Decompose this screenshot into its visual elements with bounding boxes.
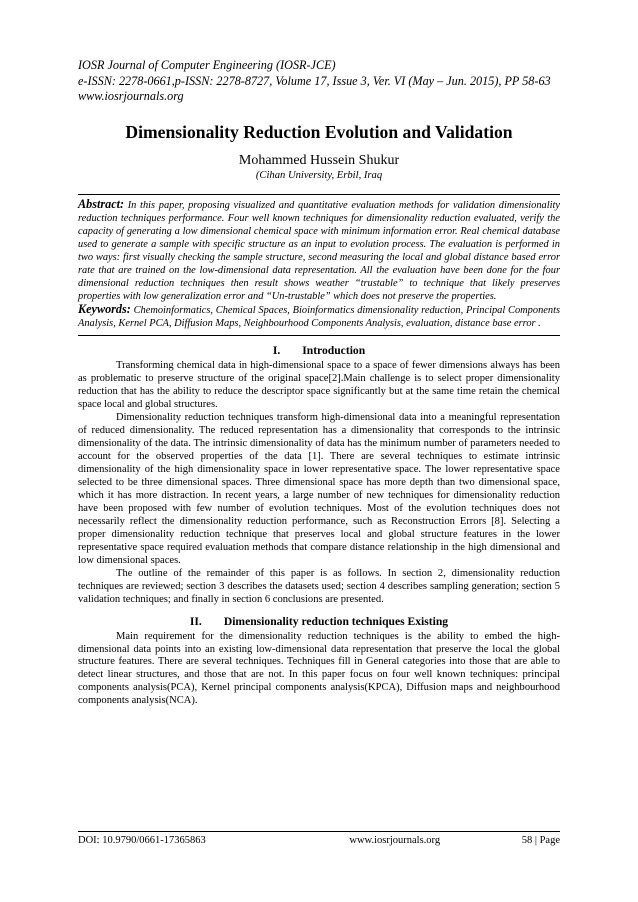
journal-name: IOSR Journal of Computer Engineering (IOSR-JCE) [78, 58, 336, 72]
intro-paragraph-1: Transforming chemical data in high-dimensional space to a space of fewer dimensions always has been as problematic to preserve structure of the original space[2].Main challenge is to select proper dimensionality reduction that has the ability to reduce the descriptor space significantly but at the same time retain the chemical space local and global structures. [78, 360, 560, 411]
journal-website: www.iosrjournals.org [78, 89, 184, 103]
section-title: Dimensionality reduction techniques Existing [223, 614, 449, 628]
abstract [78, 198, 560, 304]
footer-page-number: 58 | Page [521, 835, 560, 846]
abstract-text: In this paper, proposing visualized and quantitative evaluation methods for validation dimensionality reduction techniques performance. Four well known techniques for dimensionality reduction evaluated, verify the capacity of generating a low dimensional chemical space with minimum information error. Real chemical database used to generate a sample with specific structure as an input to evolution process. The evaluation is performed in two ways: first visually checking the sample structure, second measuring the local and global distance based error rate that are trained on the low-dimensional data representation. All the evaluation have been done for the four dimensional reduction techniques then result shows weather “trustable” to technique that likely preserves properties with low generalization error and “Un-trustable” which does not preserve the properties. [78, 199, 560, 303]
page-footer [78, 831, 560, 847]
abstract-label: Abstract: [78, 196, 125, 211]
abstract-top-rule [78, 194, 560, 195]
techniques-paragraph-1: Main requirement for the dimensionality reduction techniques is the ability to embed the high-dimensional data points into an existing low-dimensional data representation that preserve the local the global structure features. There are several techniques. Techniques fill in General categories into those that are able to detect linear structures, and those that are not. In this paper focus on four well known techniques: principal components analysis(PCA), Kernel principal components analysis(KPCA), Diffusion maps and neighbourhood components analysis(NCA). [78, 630, 560, 707]
section-number: I. [272, 344, 281, 358]
section-heading-introduction [78, 344, 560, 358]
keywords [78, 303, 560, 330]
section-title: Introduction [302, 344, 366, 358]
footer-doi: DOI: 10.9790/0661-17365863 [78, 835, 206, 846]
keywords-label: Keywords: [78, 302, 131, 317]
journal-issn: e-ISSN: 2278-0661,p-ISSN: 2278-8727, Volume 17, Issue 3, Ver. VI (May – Jun. 2015), PP 58-63 [78, 73, 551, 88]
author-name: Mohammed Hussein Shukur [238, 152, 400, 168]
keywords-text: Chemoinformatics, Chemical Spaces, Bioinformatics dimensionality reduction, Principal Components Analysis, Kernel PCA, Diffusion Maps, Neighbourhood Components Analysis, evaluation, distance base error . [78, 305, 560, 330]
paper-page [78, 58, 560, 708]
footer-rule [78, 831, 560, 832]
abstract-bottom-rule [78, 335, 560, 336]
intro-paragraph-3: The outline of the remainder of this paper is as follows. In section 2, dimensionality reduction techniques are reviewed; section 3 describes the datasets used; section 4 describes sampling generation; section 5 validation techniques; and finally in section 6 conclusions are presented. [78, 567, 560, 605]
section-heading-techniques [78, 615, 560, 629]
intro-paragraph-2: Dimensionality reduction techniques transform high-dimensional data into a meaningful representation of reduced dimensionality. The reduced representation has a dimensionality that corresponds to the intrinsic dimensionality of the data. The intrinsic dimensionality of data has the minimum number of parameters needed to account for the observed properties of the data [1]. There are several techniques to estimate intrinsic dimensionality of the high dimensionality space in lower representative space. The lower representative space selected to be three dimensional spaces. Three dimensional space has more depth than two dimensional space, which it has more distraction. In recent years, a large number of new techniques for dimensionality reduction have been proposed with few number of evolution techniques. Most of the evolution techniques does not necessarily reflect the dimensionality reduction performance, such as Reconstruction Errors [8]. Selecting a proper dimensionality reduction technique that preserves local and global structure features in the lower representative space required evaluation methods that compare distance relationship in the high dimensional and low dimensional spaces. [78, 412, 560, 566]
author-affiliation: (Cihan University, Erbil, Iraq [255, 169, 383, 181]
section-number: II. [189, 614, 202, 628]
paper-title: Dimensionality Reduction Evolution and Validation [125, 121, 513, 142]
footer-website: www.iosrjournals.org [349, 835, 441, 846]
